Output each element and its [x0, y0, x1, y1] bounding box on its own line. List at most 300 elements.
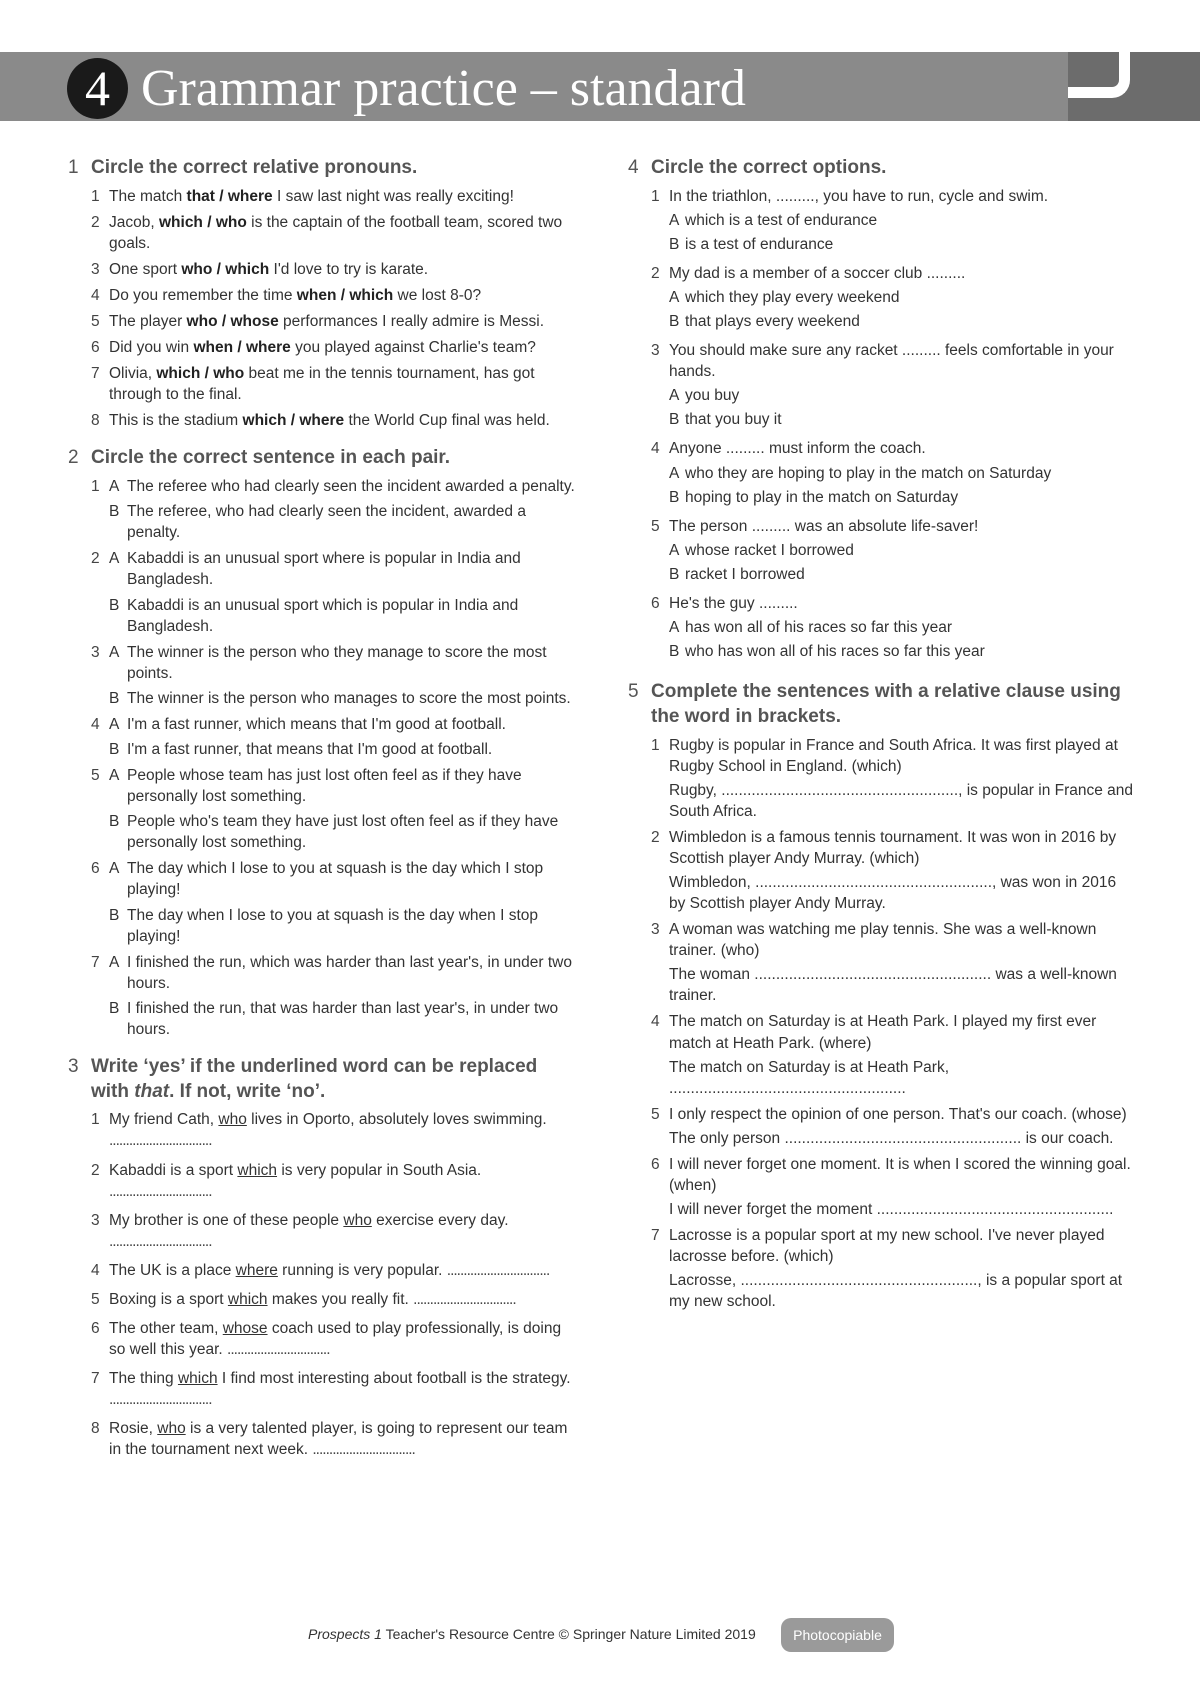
exercise-item — [91, 363, 578, 405]
option-letter: A — [109, 767, 120, 785]
text-after: coach used to play professionally, is doing so well this year. — [109, 1320, 562, 1359]
item-number: 7 — [91, 953, 100, 971]
item-number: 3 — [91, 643, 100, 661]
text-after: is very popular in South Asia. — [277, 1161, 482, 1179]
option-letter: A — [669, 387, 680, 405]
exercise-item — [651, 438, 1136, 510]
option-letter: B — [109, 503, 120, 521]
item-content — [669, 1011, 1136, 1098]
option-text: I'm a fast runner, that means that I'm good at football. — [127, 741, 493, 759]
pair-option-b[interactable] — [91, 811, 578, 853]
text-before: Olivia, — [109, 365, 157, 383]
option-letter: A — [109, 953, 120, 971]
text-after: we lost 8-0? — [393, 287, 482, 304]
exercise-4 — [628, 156, 1136, 665]
pair-option-b[interactable] — [91, 595, 578, 637]
item-number: 7 — [91, 365, 100, 383]
item-number: 3 — [651, 921, 660, 939]
pair-option-b[interactable] — [91, 739, 578, 760]
option-text: The referee, who had clearly seen the incident, awarded a penalty. — [127, 503, 526, 542]
answer-blank[interactable]: ............................... — [446, 1261, 550, 1279]
text-before: Rosie, — [109, 1420, 158, 1438]
exercise-item — [651, 1225, 1136, 1312]
option-text: Kabaddi is an unusual sport which is popular in India and Bangladesh. — [127, 596, 519, 635]
prompt-text: I only respect the opinion of one person. That's our coach. (whose) — [669, 1105, 1127, 1123]
option-a[interactable] — [669, 210, 1136, 231]
item-text — [109, 186, 578, 207]
answer-line[interactable]: Wimbledon, ......................................................., was won in 2016 by Scottish player Andy Murray. — [669, 874, 1117, 913]
option-letter: A — [109, 478, 120, 496]
item-content — [669, 1154, 1136, 1220]
underlined-word: who — [343, 1211, 372, 1229]
exercise-title — [91, 1055, 578, 1104]
pair-option-a[interactable] — [91, 642, 578, 684]
exercise-item — [651, 1011, 1136, 1098]
exercise-number: 2 — [68, 447, 79, 469]
prompt-text: Rugby is popular in France and South Africa. It was first played at Rugby School in England. (which) — [669, 736, 1118, 775]
text-after: you played against Charlie's team? — [290, 339, 536, 357]
option-text: People whose team has just lost often feel as if they have personally lost something. — [127, 767, 522, 806]
option-text: The referee who had clearly seen the incident awarded a penalty. — [127, 478, 575, 496]
exercise-title: Complete the sentences with a relative clause using the word in brackets. — [651, 681, 1121, 727]
exercise-item — [91, 1160, 578, 1202]
exercise-item — [91, 186, 578, 207]
unit-number-badge: 4 — [67, 58, 128, 119]
answer-blank[interactable]: ............................... — [109, 1391, 212, 1409]
sentence-pair — [91, 548, 578, 636]
option-letter: A — [109, 860, 120, 878]
item-content — [669, 593, 1136, 665]
sentence-pair — [91, 476, 578, 543]
pair-option-b[interactable] — [91, 998, 578, 1040]
exercise-item — [651, 263, 1136, 335]
item-number: 1 — [651, 187, 660, 205]
option-text: has won all of his races so far this year — [685, 619, 953, 637]
option-text: I finished the run, which was harder than last year's, in under two hours. — [127, 953, 572, 992]
answer-line[interactable]: The match on Saturday is at Heath Park, ....................................................... — [669, 1058, 949, 1097]
item-text — [109, 1109, 578, 1151]
text-after: I find most interesting about football is the strategy. — [217, 1370, 571, 1388]
text-after: performances I really admire is Messi. — [278, 313, 545, 331]
item-number: 5 — [651, 517, 660, 535]
option-letter: B — [669, 643, 680, 661]
item-text — [109, 1368, 578, 1410]
option-text: The winner is the person who they manage to score the most points. — [127, 643, 547, 682]
option-letter: A — [669, 541, 680, 559]
pronoun-options: when / where — [193, 339, 291, 357]
option-text: The winner is the person who manages to score the most points. — [127, 689, 571, 707]
item-content — [669, 735, 1136, 822]
book-title: Prospects 1 — [308, 1626, 382, 1642]
answer-blank[interactable]: ............................... — [227, 1341, 330, 1359]
item-number: 4 — [91, 715, 100, 733]
option-letter: B — [109, 741, 120, 759]
option-b[interactable] — [669, 487, 1136, 508]
item-number: 3 — [91, 260, 100, 278]
option-letter: B — [669, 313, 680, 331]
text-before: The thing — [109, 1370, 178, 1388]
exercise-1 — [68, 156, 578, 431]
pronoun-options: when / which — [296, 287, 394, 304]
item-content — [669, 186, 1136, 258]
pronoun-options: which / who — [158, 213, 247, 231]
answer-line[interactable]: Lacrosse, ......................................................., is a popular sport at my new school. — [669, 1272, 1123, 1311]
pair-option-b[interactable] — [91, 501, 578, 543]
text-after: lives in Oporto, absolutely loves swimming. — [246, 1111, 547, 1129]
title-emphasis: that — [134, 1080, 170, 1102]
exercise-number: 4 — [628, 157, 639, 178]
text-before: One sport — [109, 260, 182, 278]
option-letter: B — [669, 565, 680, 583]
item-number: 3 — [651, 342, 660, 360]
item-number: 7 — [651, 1227, 660, 1245]
option-text: who they are hoping to play in the match on Saturday — [685, 464, 1052, 482]
item-number: 4 — [91, 1261, 100, 1279]
exercise-item — [91, 259, 578, 280]
pair-option-a[interactable] — [91, 765, 578, 807]
banner-hook-stub — [1068, 87, 1098, 98]
option-text: who has won all of his races so far this year — [685, 643, 985, 661]
title-part: Write ‘yes’ if the underlined word can be replaced with — [91, 1056, 538, 1102]
text-before: This is the stadium — [109, 412, 243, 430]
answer-line[interactable]: Rugby, ......................................................., is popular in France and South Africa. — [669, 781, 1134, 820]
exercise-item — [651, 593, 1136, 665]
answer-blank[interactable]: ............................... — [312, 1441, 415, 1459]
copyright-line: Teacher's Resource Centre © Springer Nature Limited 2019 — [381, 1626, 756, 1642]
text-before: Do you remember the time — [109, 287, 297, 304]
option-b[interactable] — [669, 564, 1136, 585]
sentence-pair — [91, 952, 578, 1040]
right-column — [628, 156, 1136, 1328]
footer — [0, 1618, 1200, 1652]
item-number: 8 — [91, 1420, 100, 1438]
sentence-pair — [91, 714, 578, 760]
exercise-items — [68, 1109, 578, 1460]
exercise-item — [91, 1260, 578, 1281]
item-number: 6 — [651, 594, 660, 612]
item-number: 3 — [91, 1211, 100, 1229]
item-number-spacer — [91, 998, 109, 1040]
pair-option-a[interactable] — [91, 952, 578, 994]
item-content — [669, 919, 1136, 1006]
item-content — [669, 340, 1136, 433]
text-after: I'd love to try is karate. — [269, 260, 429, 278]
item-number-spacer — [91, 905, 109, 947]
item-number: 5 — [91, 1290, 100, 1308]
option-text: People who's team they have just lost often feel as if they have personally lost something. — [127, 813, 559, 852]
item-content — [669, 263, 1136, 335]
banner-hook-decoration — [1094, 52, 1130, 98]
item-text — [109, 1260, 578, 1281]
item-number: 6 — [651, 1155, 660, 1173]
text-after: beat me in the tennis tournament, has got through to the final. — [109, 365, 535, 404]
item-text — [109, 259, 578, 280]
exercise-item — [91, 1109, 578, 1151]
text-before: My brother is one of these people — [109, 1211, 344, 1229]
exercise-3 — [68, 1055, 578, 1460]
option-text: which they play every weekend — [685, 289, 900, 306]
option-text: that you buy it — [685, 411, 782, 429]
text-after: running is very popular. — [277, 1261, 443, 1279]
option-letter: A — [109, 643, 120, 661]
answer-line[interactable]: The woman ....................................................... was a well-known trainer. — [669, 966, 1117, 1005]
underlined-word: which — [227, 1290, 268, 1308]
exercise-heading — [628, 156, 1136, 181]
text-before: Jacob, — [109, 213, 159, 231]
item-number: 1 — [91, 1111, 100, 1129]
option-text: Kabaddi is an unusual sport where is popular in India and Bangladesh. — [127, 550, 521, 589]
item-number: 2 — [651, 828, 660, 846]
option-letter: B — [109, 813, 120, 831]
item-number: 1 — [91, 187, 100, 205]
answer-line[interactable]: The only person ....................................................... is our coach. — [669, 1129, 1114, 1147]
text-before: The UK is a place — [109, 1261, 236, 1279]
option-letter: A — [109, 715, 120, 733]
pair-option-a[interactable] — [91, 548, 578, 590]
text-after: exercise every day. — [371, 1211, 509, 1229]
exercise-title: Circle the correct sentence in each pair. — [91, 447, 451, 469]
option-text: The day which I lose to you at squash is the day which I stop playing! — [127, 860, 544, 899]
item-text — [109, 285, 578, 306]
underlined-word: who — [157, 1420, 186, 1438]
exercise-item — [91, 1368, 578, 1410]
option-text: which is a test of endurance — [685, 211, 878, 229]
exercise-title: Circle the correct options. — [651, 157, 887, 178]
item-text — [109, 1160, 578, 1202]
item-text — [109, 1418, 578, 1460]
text-after: makes you really fit. — [267, 1290, 409, 1308]
option-letter: B — [109, 999, 120, 1017]
item-number: 2 — [91, 1161, 100, 1179]
item-number: 1 — [91, 478, 100, 496]
item-number: 4 — [651, 440, 660, 458]
text-before: The player — [109, 313, 187, 331]
option-letter: A — [669, 464, 680, 482]
exercise-item — [651, 1104, 1136, 1149]
item-text — [109, 363, 578, 405]
exercise-items — [68, 476, 578, 1040]
option-letter: A — [669, 619, 680, 637]
text-before: The other team, — [109, 1320, 223, 1338]
exercise-items — [68, 186, 578, 432]
option-letter: B — [669, 411, 680, 429]
text-after: the World Cup final was held. — [344, 412, 550, 430]
exercise-item — [91, 337, 578, 358]
option-b[interactable] — [669, 641, 1136, 662]
prompt-text: Lacrosse is a popular sport at my new school. I've never played lacrosse before. (which) — [669, 1227, 1105, 1266]
item-text — [109, 1318, 578, 1360]
prompt-text: I will never forget one moment. It is when I scored the winning goal. (when) — [669, 1155, 1131, 1195]
exercise-item — [651, 735, 1136, 822]
exercise-item — [651, 919, 1136, 1006]
option-a[interactable] — [669, 287, 1136, 308]
exercise-item — [91, 285, 578, 306]
sentence-pair — [91, 765, 578, 853]
option-letter: A — [669, 289, 680, 306]
exercise-item — [91, 1318, 578, 1360]
pair-option-b[interactable] — [91, 688, 578, 709]
item-number-spacer — [91, 501, 109, 543]
item-content — [669, 438, 1136, 510]
pair-option-b[interactable] — [91, 905, 578, 947]
item-number: 4 — [651, 1013, 660, 1031]
option-letter: B — [109, 906, 120, 924]
exercise-item — [91, 1210, 578, 1252]
option-text: that plays every weekend — [685, 313, 860, 331]
text-before: Kabaddi is a sport — [109, 1161, 238, 1179]
option-a[interactable] — [669, 385, 1136, 406]
item-text — [109, 410, 578, 431]
exercise-item — [91, 1418, 578, 1460]
question-text: Anyone ......... must inform the coach. — [669, 440, 926, 458]
item-number: 5 — [91, 313, 100, 331]
answer-line[interactable]: I will never forget the moment ....................................................... — [669, 1201, 1114, 1219]
prompt-text: A woman was watching me play tennis. She was a well-known trainer. (who) — [669, 921, 1097, 960]
item-content — [669, 827, 1136, 914]
option-letter: B — [669, 488, 680, 506]
item-text — [109, 212, 578, 254]
question-text: In the triathlon, ........., you have to run, cycle and swim. — [669, 187, 1049, 205]
exercise-item — [651, 516, 1136, 588]
exercise-heading — [68, 156, 578, 181]
item-text — [109, 311, 578, 332]
question-text: He's the guy ......... — [669, 594, 798, 612]
question-text: The person ......... was an absolute life-saver! — [669, 517, 979, 535]
item-number: 5 — [91, 767, 100, 785]
underlined-word: which — [237, 1161, 278, 1179]
pronoun-options: who / which — [181, 260, 270, 278]
pronoun-options: which / who — [156, 365, 245, 383]
option-a[interactable] — [669, 540, 1136, 561]
answer-blank[interactable]: ............................... — [109, 1232, 212, 1250]
pair-option-a[interactable] — [91, 476, 578, 497]
photocopiable-badge: Photocopiable — [781, 1618, 894, 1652]
pronoun-options: which / where — [242, 412, 345, 430]
underlined-word: who — [218, 1111, 247, 1129]
exercise-2 — [68, 446, 578, 1040]
text-after: is the captain of the football team, scored two goals. — [109, 213, 563, 252]
item-text — [109, 337, 578, 358]
exercise-number: 3 — [68, 1056, 79, 1078]
item-number-spacer — [91, 688, 109, 709]
underlined-word: where — [235, 1261, 278, 1279]
item-number-spacer — [91, 811, 109, 853]
option-text: hoping to play in the match on Saturday — [685, 488, 959, 506]
exercise-item — [651, 340, 1136, 433]
pronoun-options: that / where — [186, 187, 273, 205]
item-number: 2 — [91, 213, 100, 231]
text-before: The match — [109, 187, 187, 205]
sentence-pair — [91, 642, 578, 709]
text-after: I saw last night was really exciting! — [272, 187, 514, 205]
text-before: Did you win — [109, 339, 194, 357]
answer-blank[interactable]: ............................... — [413, 1290, 516, 1308]
question-text: You should make sure any racket ......... feels comfortable in your hands. — [669, 342, 1114, 381]
left-column — [68, 156, 578, 1476]
option-letter: B — [109, 596, 120, 614]
item-content — [669, 516, 1136, 588]
title-part: . If not, write ‘no’. — [169, 1080, 326, 1102]
option-b[interactable] — [669, 311, 1136, 332]
question-text: My dad is a member of a soccer club ......... — [669, 264, 966, 282]
exercise-items — [628, 186, 1136, 665]
item-number-spacer — [91, 595, 109, 637]
exercise-5 — [628, 680, 1136, 1312]
exercise-number: 1 — [68, 157, 79, 178]
option-b[interactable] — [669, 409, 1136, 430]
option-text: is a test of endurance — [685, 235, 834, 253]
pair-option-a[interactable] — [91, 714, 578, 735]
prompt-text: Wimbledon is a famous tennis tournament. It was won in 2016 by Scottish player Andy Murray. (which) — [669, 828, 1117, 867]
exercise-heading — [68, 1055, 578, 1104]
exercise-item — [91, 311, 578, 332]
item-content — [669, 1225, 1136, 1312]
item-number: 4 — [91, 287, 100, 304]
item-number: 7 — [91, 1370, 100, 1388]
underlined-word: which — [177, 1370, 218, 1388]
option-text: you buy — [685, 387, 740, 405]
exercise-heading — [628, 680, 1136, 729]
exercise-items — [628, 735, 1136, 1313]
option-a[interactable] — [669, 463, 1136, 484]
item-number-spacer — [91, 739, 109, 760]
item-number: 5 — [651, 1105, 660, 1123]
option-letter: B — [109, 689, 120, 707]
text-after: is a very talented player, is going to represent our team in the tournament next week. — [109, 1420, 568, 1459]
copyright-text — [308, 1625, 756, 1644]
item-content — [669, 1104, 1136, 1149]
text-before: Boxing is a sport — [109, 1290, 228, 1308]
answer-blank[interactable]: ............................... — [109, 1182, 212, 1200]
option-letter: A — [109, 550, 120, 568]
exercise-item — [91, 1289, 578, 1310]
item-number: 6 — [91, 1320, 100, 1338]
exercise-heading — [68, 446, 578, 471]
option-text: I'm a fast runner, which means that I'm good at football. — [127, 715, 506, 733]
underlined-word: whose — [222, 1320, 268, 1338]
sentence-pair — [91, 858, 578, 946]
item-number: 1 — [651, 736, 660, 754]
item-number: 2 — [91, 550, 100, 568]
page-title: Grammar practice – standard — [141, 60, 746, 117]
option-text: racket I borrowed — [685, 565, 805, 583]
item-number: 2 — [651, 264, 660, 282]
item-text — [109, 1210, 578, 1252]
exercise-number: 5 — [628, 681, 639, 703]
option-letter: A — [669, 211, 680, 229]
item-number: 6 — [91, 860, 100, 878]
option-text: whose racket I borrowed — [685, 541, 854, 559]
option-letter: B — [669, 235, 680, 253]
text-before: My friend Cath, — [109, 1111, 219, 1129]
option-a[interactable] — [669, 617, 1136, 638]
option-text: The day when I lose to you at squash is the day when I stop playing! — [127, 906, 538, 945]
exercise-item — [91, 410, 578, 431]
exercise-item — [651, 827, 1136, 914]
item-number: 6 — [91, 339, 100, 357]
exercise-item — [651, 186, 1136, 258]
pronoun-options: who / whose — [186, 313, 279, 331]
option-b[interactable] — [669, 234, 1136, 255]
exercise-item — [91, 212, 578, 254]
answer-blank[interactable]: ............................... — [109, 1132, 212, 1150]
pair-option-a[interactable] — [91, 858, 578, 900]
item-text — [109, 1289, 578, 1310]
exercise-item — [651, 1154, 1136, 1220]
option-text: I finished the run, that was harder than last year's, in under two hours. — [127, 999, 559, 1038]
item-number: 8 — [91, 412, 100, 430]
prompt-text: The match on Saturday is at Heath Park. I played my first ever match at Heath Park. (where) — [669, 1013, 1097, 1052]
